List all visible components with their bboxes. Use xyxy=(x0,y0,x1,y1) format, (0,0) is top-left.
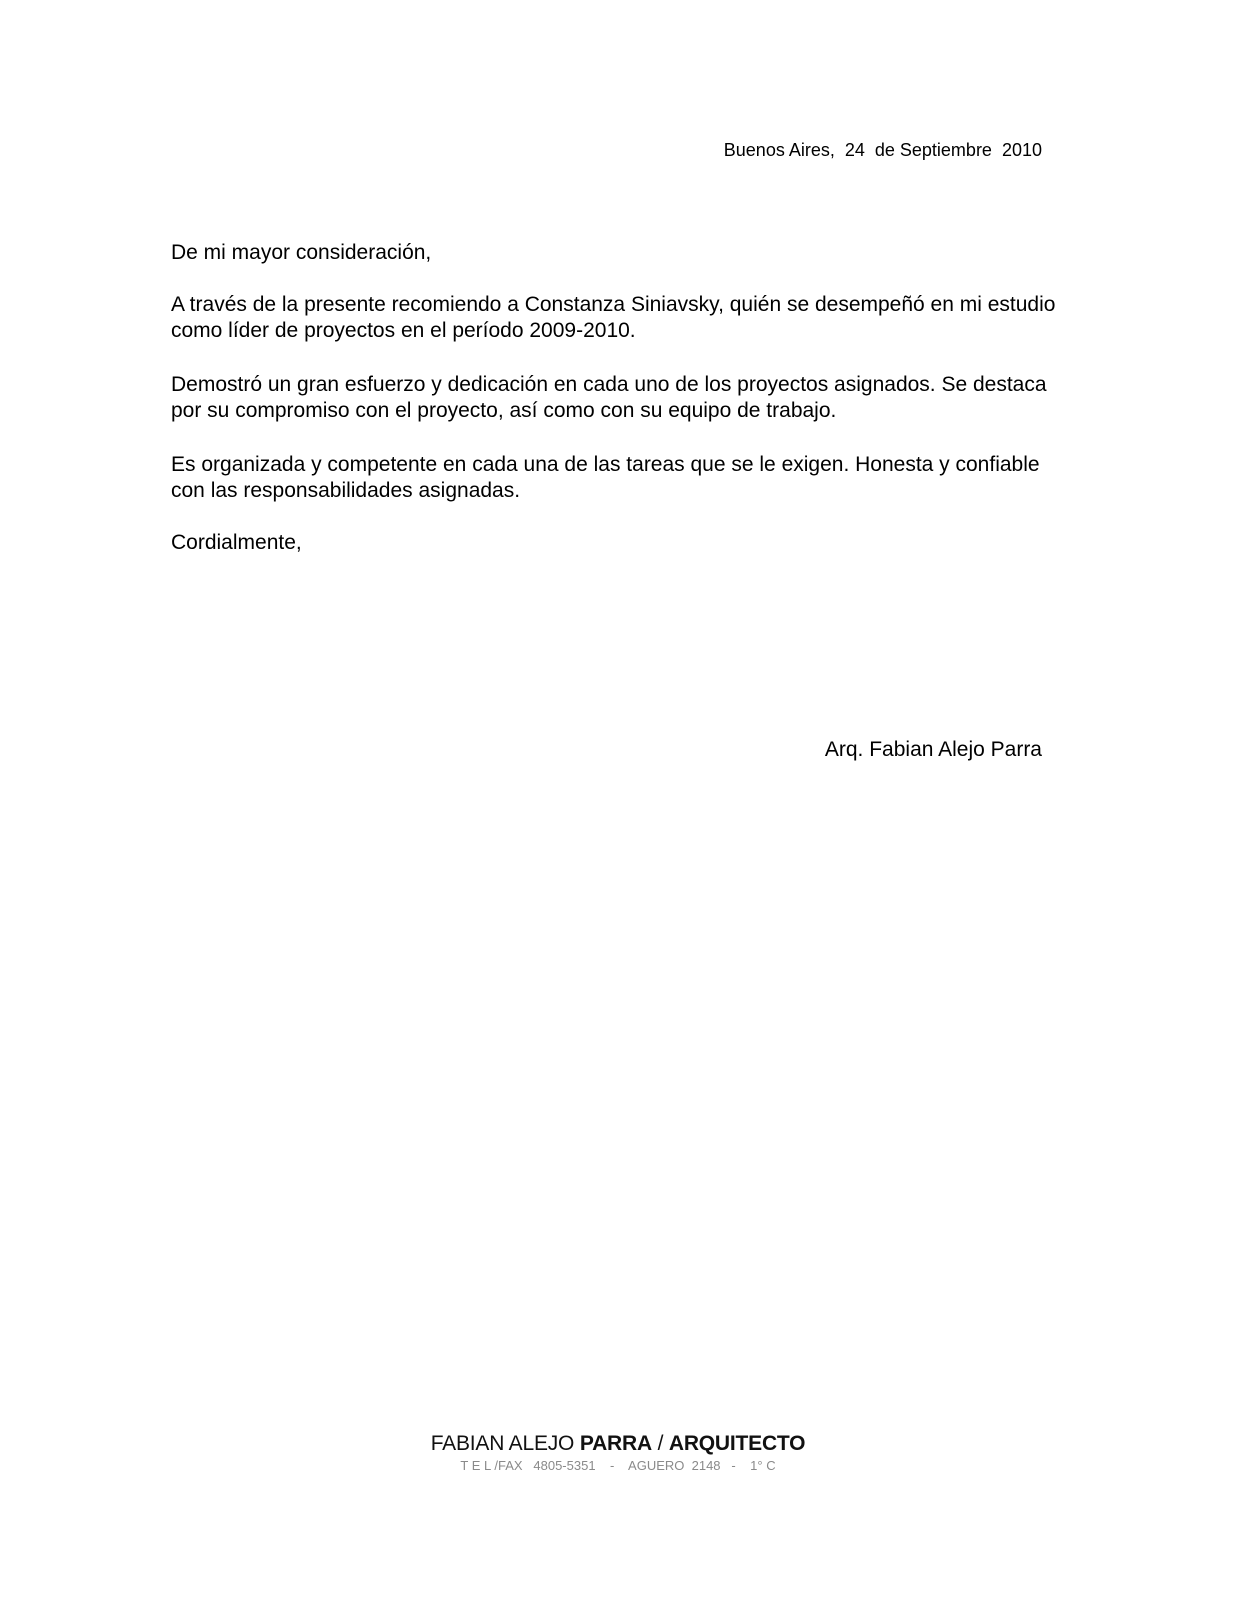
letter-salutation: De mi mayor consideración, xyxy=(171,241,432,264)
letter-paragraph-2: Demostró un gran esfuerzo y dedicación en cada uno de los proyectos asignados. Se destaca por su compromiso con el proyecto, así como con su equipo de trabajo. xyxy=(171,373,1047,422)
letter-paragraph-3: Es organizada y competente en cada una de las tareas que se le exigen. Honesta y confiable con las responsabilidades asignadas. xyxy=(171,453,1040,502)
letterhead-name-regular: FABIAN ALEJO xyxy=(430,1432,580,1455)
letterhead-separator: / xyxy=(651,1432,669,1455)
letter-signature: Arq. Fabian Alejo Parra xyxy=(824,738,1042,761)
letterhead-name-bold: PARRA xyxy=(579,1432,652,1455)
letter-paragraph-1: A través de la presente recomiendo a Constanza Siniavsky, quién se desempeñó en mi estudio como líder de proyectos en el período 2009-2010. xyxy=(171,293,1056,342)
letterhead-footer xyxy=(0,1432,1236,1473)
letterhead-contact: T E L /FAX 4805-5351 - AGUERO 2148 - 1° C xyxy=(460,1458,776,1473)
letter-date: Buenos Aires, 24 de Septiembre 2010 xyxy=(723,140,1042,160)
letterhead-title: ARQUITECTO xyxy=(668,1432,806,1455)
letter-closing: Cordialmente, xyxy=(171,531,302,554)
letterhead-name xyxy=(0,1432,1236,1456)
